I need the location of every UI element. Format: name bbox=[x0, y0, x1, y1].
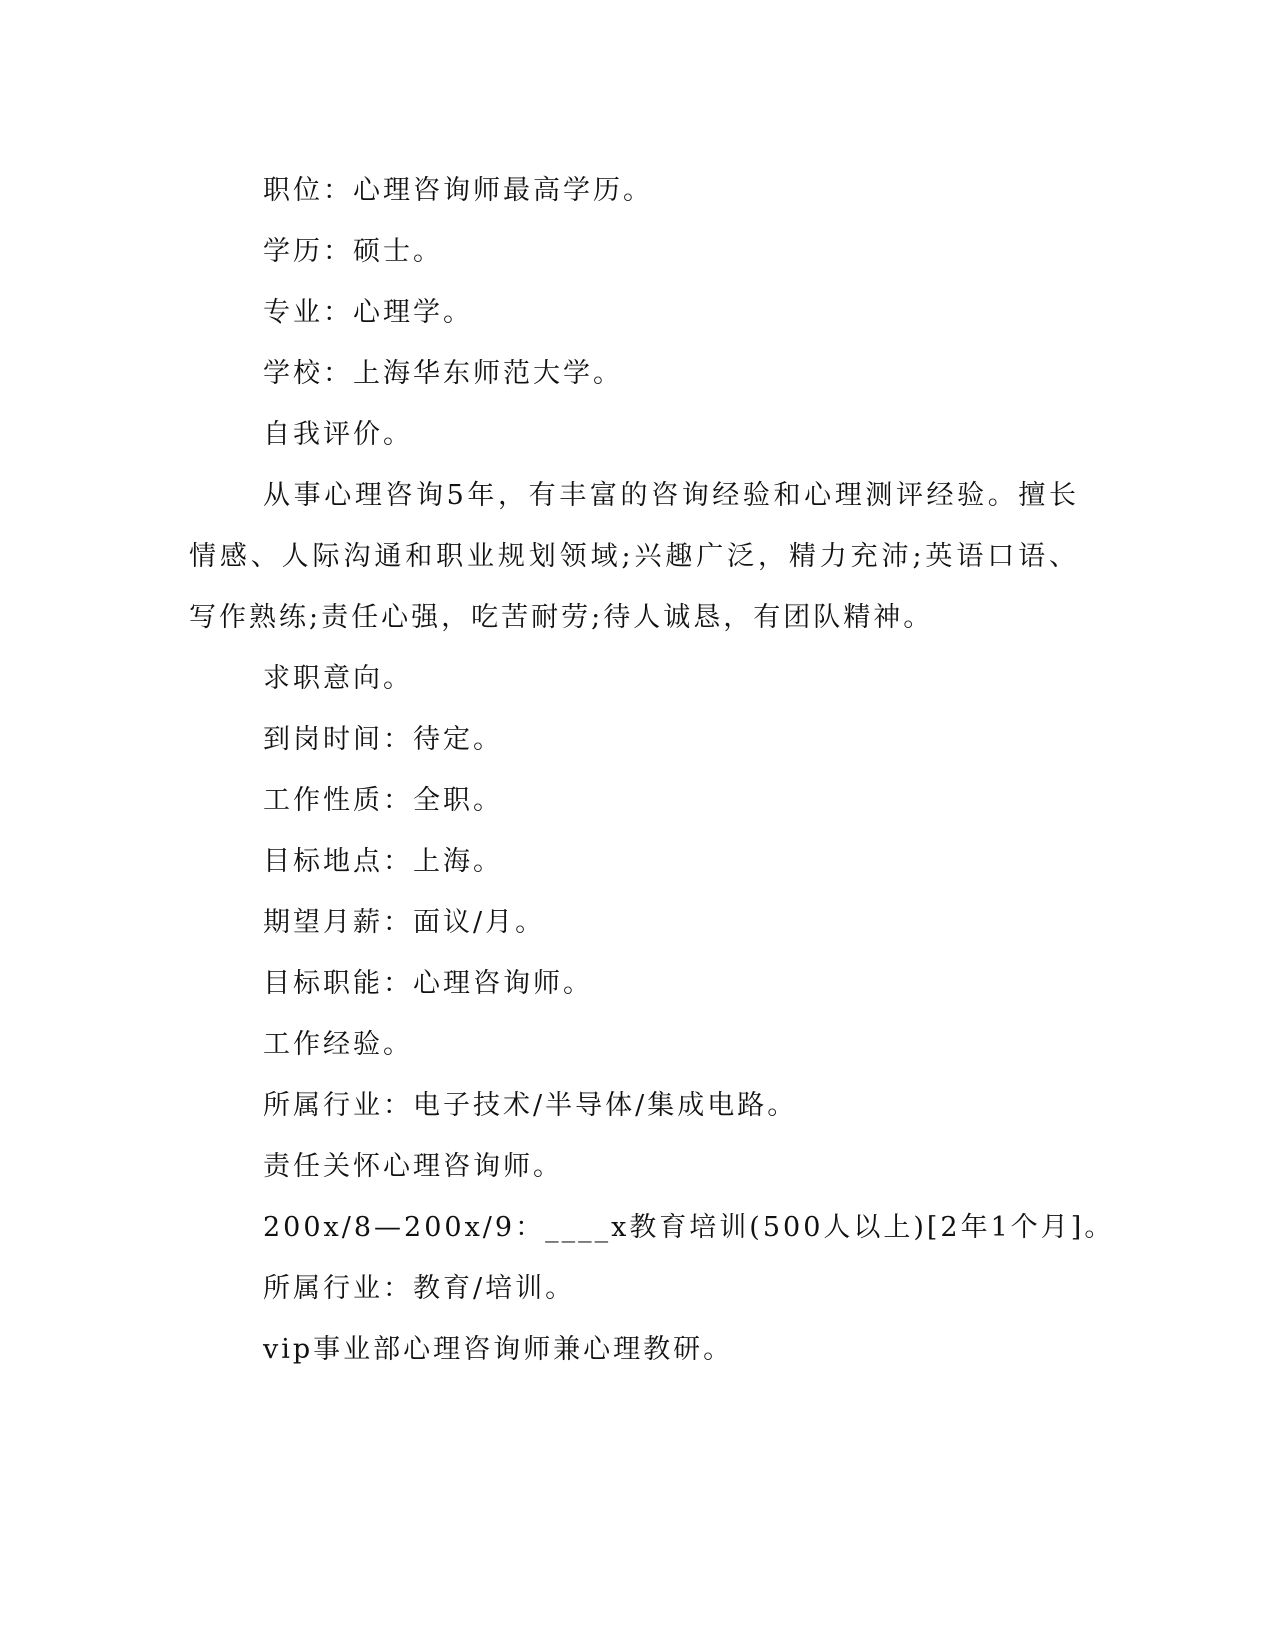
paragraph-work-type: 工作性质：全职。 bbox=[263, 785, 503, 816]
paragraph-job-title-1: 责任关怀心理咨询师。 bbox=[263, 1151, 563, 1182]
paragraph-education-level: 学历：硕士。 bbox=[263, 236, 443, 267]
document-body bbox=[189, 160, 1115, 1380]
paragraph-school: 学校：上海华东师范大学。 bbox=[263, 358, 623, 389]
paragraph-major: 专业：心理学。 bbox=[263, 297, 473, 328]
heading-job-intention: 求职意向。 bbox=[263, 663, 413, 694]
paragraph-industry-1: 所属行业：电子技术/半导体/集成电路。 bbox=[263, 1090, 798, 1121]
paragraph-self-evaluation: 从事心理咨询5年，有丰富的咨询经验和心理测评经验。擅长情感、人际沟通和职业规划领域;兴趣广泛，精力充沛;英语口语、写作熟练;责任心强，吃苦耐劳;待人诚恳，有团队精神。 bbox=[189, 480, 1079, 633]
heading-self-evaluation: 自我评价。 bbox=[263, 419, 413, 450]
paragraph-industry-2: 所属行业：教育/培训。 bbox=[263, 1273, 576, 1304]
heading-work-experience: 工作经验。 bbox=[263, 1029, 413, 1060]
paragraph-target-location: 目标地点：上海。 bbox=[263, 846, 503, 877]
paragraph-expected-salary: 期望月薪：面议/月。 bbox=[263, 907, 546, 938]
paragraph-employment-period: 200x/8—200x/9：____x教育培训(500人以上)[2年1个月]。 bbox=[263, 1212, 1115, 1243]
paragraph-job-title-2: vip事业部心理咨询师兼心理教研。 bbox=[263, 1334, 734, 1365]
paragraph-target-function: 目标职能：心理咨询师。 bbox=[263, 968, 593, 999]
paragraph-start-time: 到岗时间：待定。 bbox=[263, 724, 503, 755]
paragraph-position: 职位：心理咨询师最高学历。 bbox=[263, 175, 653, 206]
